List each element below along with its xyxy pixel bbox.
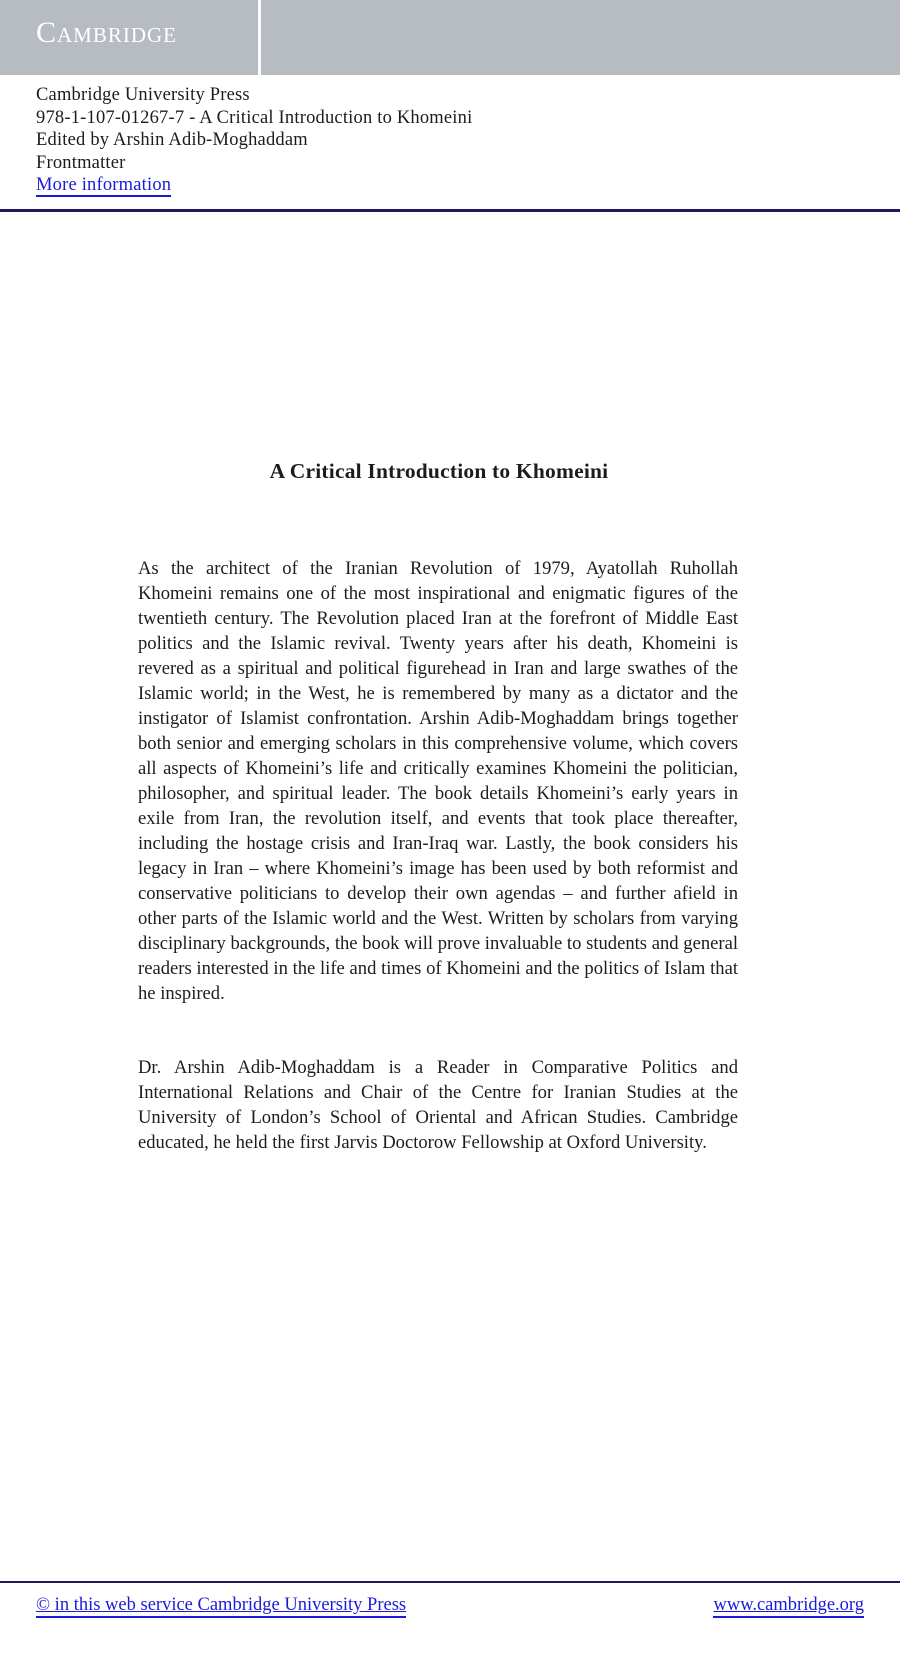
more-information-link[interactable]: More information <box>36 175 172 196</box>
banner-divider <box>258 0 261 75</box>
website-link[interactable]: www.cambridge.org <box>713 1594 864 1618</box>
cambridge-logo: Cambridge <box>36 16 178 49</box>
publisher-name: Cambridge University Press <box>36 85 250 105</box>
more-information-row <box>36 174 472 197</box>
editor-credit: Edited by Arshin Adib-Moghaddam <box>36 130 308 151</box>
cambridge-banner <box>0 0 900 75</box>
copyright-link[interactable]: © in this web service Cambridge University Press <box>36 1594 406 1618</box>
page-title: A Critical Introduction to Khomeini <box>269 459 609 483</box>
section-label: Frontmatter <box>36 152 126 173</box>
footer-divider <box>0 1581 900 1583</box>
editor-biography: Dr. Arshin Adib-Moghaddam is a Reader in Comparative Politics and International Relations and Chair of the Centre for Iranian Studies at the University of London’s School of Oriental and African Studies. Cambridge educated, he held the first Jarvis Doctorow Fellowship at Oxford University. <box>138 1056 738 1153</box>
book-description: As the architect of the Iranian Revolution of 1979, Ayatollah Ruhollah Khomeini remains one of the most inspirational and enigmatic figures of the twentieth century. The Revolution placed Iran at the forefront of Middle East politics and the Islamic revival. Twenty years after his death, Khomeini is revered as a spiritual and political figurehead in Iran and large swathes of the Islamic world; in the West, he is remembered by many as a dictator and the instigator of Islamist confrontation. Arshin Adib-Moghaddam brings together both senior and emerging scholars in this comprehensive volume, which covers all aspects of Khomeini’s life and critically examines Khomeini the politician, philosopher, and spiritual leader. The book details Khomeini’s early years in exile from Iran, the revolution itself, and events that took place thereafter, including the hostage crisis and Iran-Iraq war. Lastly, the book considers his legacy in Iran – where Khomeini’s image has been used by both reformist and conservative politicians to develop their own agendas – and further afield in other parts of the Islamic world and the West. Written by scholars from varying disciplinary backgrounds, the book will prove invaluable to students and general readers interested in the life and times of Khomeini and the politics of Islam that he inspired. <box>138 557 738 1004</box>
header-divider <box>0 209 900 212</box>
book-metadata <box>36 84 472 197</box>
isbn-title: 978-1-107-01267-7 - A Critical Introduction to Khomeini <box>36 107 473 128</box>
